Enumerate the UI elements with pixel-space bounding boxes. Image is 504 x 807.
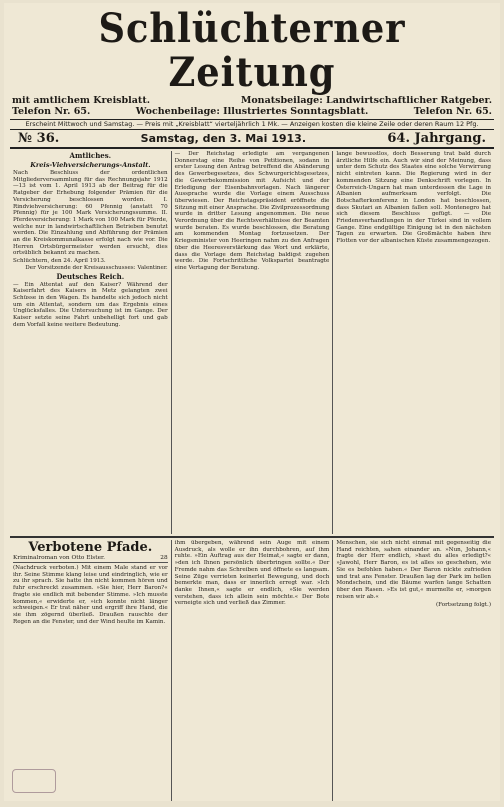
article-body: Nach Beschluss der ordentlichen Mitgliederversammlung für das Rechnungsjahr 1912—13 ist vom 1. April 1913 ab der Beitrag für die Ratgeber der Erhebung folgender Prämien für die Versicherung beschlossen worden. I. Rindviehversicherung: 60 Pfennig (anstatt 70 Pfennig) für je 100 Mark Versicherungssumme. II. Pferdeversicherung: 1 Mark von 100 Mark für Pferde, welche nur in landwirtschaftlichen Betrieben benutzt werden. Die Einzahlung und Abführung der Prämien an die Kreiskommunalkasse erfolgt nach wie vor. Die Herren Ortsbürgermeister werden ersucht, dies ortsüblich bekannt zu machen. [13,170,168,257]
masthead-subrow-1 [4,95,500,106]
publication-info: Erscheint Mittwoch und Samstag. — Preis mit „Kreisblatt“ vierteljährlich 1 Mk. — Anzeigen kosten die kleine Zeile oder deren Raum 12 Pfg. [10,119,494,130]
issue-date: Samstag, den 3. Mai 1913. [140,132,306,145]
weekly-supplement: Wochenbeilage: Illustriertes Sonntagsblatt. [135,106,369,117]
feature-body: (Nachdruck verboten.) Mit einem Male stand er vor ihr. Seine Stimme klang leise und eindringlich, wie er zu ihr sprach. Sie hatte ihn nicht kommen hören und fuhr erschreckt zusammen. »Sie hier, Herr Baron?« fragte sie endlich mit bebender Stimme. »Ich musste kommen,« erwiderte er, »ich konnte nicht länger schweigen.« Er trat näher und ergriff ihre Hand, die sie ihm zögernd überließ. Draußen rauschte der Regen an die Fenster, und der Wind heulte im Kamin. [13,565,168,625]
feature-title: Verbotene Pfade. [28,540,153,555]
article-body-reichstag: — Der Reichstag erledigte am vergangenen Donnerstag eine Reihe von Petitionen, sodann in erster Lesung den Antrag betreffend die Abänderung des Gewerbegesetzes, des Schwurgerichtsgesetzes, die Gewerbekommission mit Aufsicht und der Erledigung der Eisenbahnvorlagen. Nach längerer Aussprache wurde die Vorlage einem Ausschuss überwiesen. Der Reichstagspräsident eröffnete die Sitzung mit einer Ansprache. Die Zivilprozessordnung wurde in dritter Lesung angenommen. Die neue Verordnung über die Rechtsverhältnisse der Beamten wurde beraten. Es wurde beschlossen, die Beratung am kommenden Montag fortzusetzen. Der Kriegsminister von Heeringen nahm zu den Anfragen über die Heeresverstärkung das Wort und erklärte, dass die Vorlage dem Reichstag baldigst zugehen werde. Die Fortschrittliche Volkspartei beantragte eine Vertagung der Beratung. [174,151,330,271]
section-heading-reich: Deutsches Reich. [56,271,125,281]
issue-year: 64. Jahrgang. [387,131,486,146]
article-heading-vieh: Kreis-Viehversicherungs-Anstalt. [30,161,151,169]
monthly-supplement: Monatsbeilage: Landwirtschaftlicher Ratgeber. [240,95,492,106]
library-stamp [12,769,56,793]
column-feature [10,540,171,801]
section-heading-amtliches: Amtliches. [69,151,112,160]
feature-episode: 28 [160,555,168,561]
continuation-note: (Fortsetzung folgt.) [436,602,492,609]
upper-columns [10,151,494,534]
section-divider [10,536,494,538]
newspaper-page [4,3,500,801]
column-reichstag [171,151,333,534]
article-body-reich: — Ein Attentat auf den Kaiser? Während der Kaiserfahrt des Kaisers in Metz gelangten zwei Schüsse in den Wagen. Es handelte sich jedoch nicht um ein Attentat, sondern um das Ergebnis eines Unglücksfalles. Die Untersuchung ist im Gange. Der Kaiser setzte seine Fahrt unbehelligt fort und gab dem Vorfall keine weitere Bedeutung. [13,281,168,328]
feature-body-2: ihm übergeben, während sein Auge mit einem Ausdruck, als wolle er ihn durchbohren, auf ihm ruhte. »Ein Auftrag aus der Heimat,« sagte er dann, »den ich Ihnen persönlich überbringen sollte.« Der Fremde nahm das Schreiben und öffnete es langsam. Seine Züge verrieten keinerlei Bewegung, und doch bemerkte man, dass er innerlich erregt war. »Ich danke Ihnen,« sagte er endlich, »Sie werden verstehen, dass ich allein sein möchte.« Der Bote verneigte sich und verließ das Zimmer. [174,540,330,607]
signature-place: Schlüchtern, den 24. April 1913. [13,258,106,265]
feature-body-3: Menschen, sie sich nicht einmal mit gegenseitig die Hand reichten, sahen einander an. »Nun, Johann,« fragte der Herr endlich, »hast du alles erledigt?« »Jawohl, Herr Baron, es ist alles so geschehen, wie Sie es befohlen haben.« Der Baron nickte zufrieden und trat ans Fenster. Draußen lag der Park im hellen Mondschein, und die Bäume warfen lange Schatten über den Rasen. »Es ist gut,« murmelte er, »morgen reisen wir ab.« [336,540,492,600]
column-feature-2 [171,540,333,801]
masthead-subrow-2 [4,106,500,117]
article-body-news: lange bewusstlos, doch Besserung trat bald durch ärztliche Hilfe ein. Auch wir sind der Meinung, dass unter dem Schutz des Staates eine solche Verwirrung nicht eintreten kann. Die Regierung wird in der kommenden Sitzung eine Denkschrift vorlegen. In Österreich-Ungarn hat man unterdessen die Lage in Albanien aufmerksam verfolgt. Die Botschafterkonferenz in London hat beschlossen, dass Skutari an Albanien fallen soll. Montenegro hat sich diesem Beschluss gefügt. — Die Friedensverhandlungen in der Türkei sind in vollem Gange. Eine endgültige Einigung ist in den nächsten Tagen zu erwarten. Die Großmächte haben ihre Flotten vor der albanischen Küste zusammengezogen. [336,151,492,245]
newspaper-title: Schlüchterner Zeitung [98,5,406,96]
column-official [10,151,171,534]
telephone-left: Telefon Nr. 65. [12,106,91,117]
column-feature-3 [332,540,494,801]
column-news [332,151,494,534]
signature-name: Der Vorsitzende der Kreisausschusses: Valentiner. [25,264,168,271]
issue-line [10,130,494,149]
telephone-right: Telefon Nr. 65. [413,106,492,117]
masthead [4,3,500,149]
kreisblatt-subtitle: mit amtlichem Kreisblatt. [12,95,151,106]
feature-author: Kriminalroman von Otto Elster. [13,555,106,561]
issue-number: № 36. [18,131,60,146]
feuilleton-section [10,540,494,801]
feature-byline [13,555,168,563]
